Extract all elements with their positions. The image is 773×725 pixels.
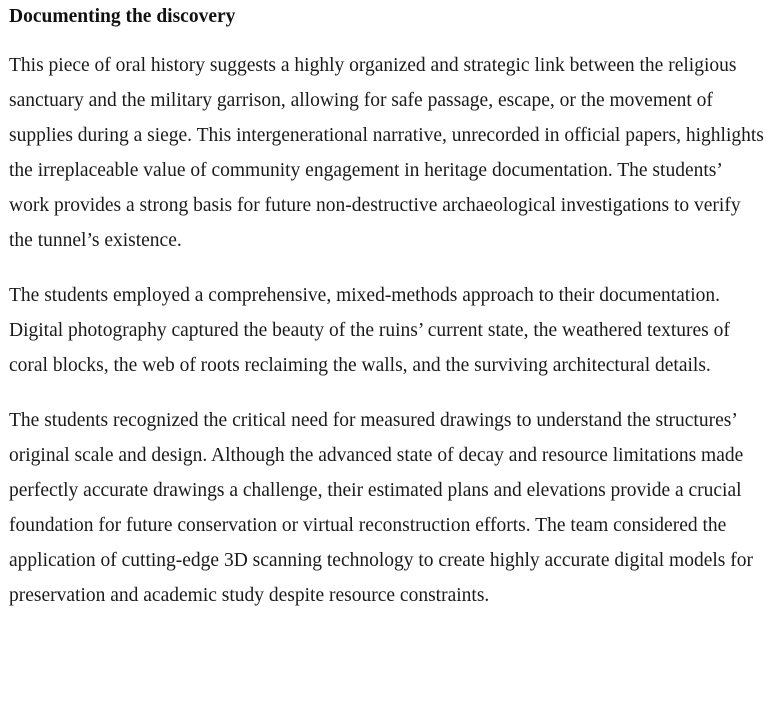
section-heading: Documenting the discovery <box>9 6 236 27</box>
paragraph-oral-history: This piece of oral history suggests a highly organized and strategic link between the religious sanctuary and the military garrison, allowing for safe passage, escape, or the movement of supplies during a siege. This intergenerational narrative, unrecorded in official papers, highlights the irreplaceable value of community engagement in heritage documentation. The students’ work provides a strong basis for future non-destructive archaeological investigations to verify the tunnel’s existence. <box>9 55 764 251</box>
paragraph-methods: The students employed a comprehensive, mixed-methods approach to their documentation. Digital photography captured the beauty of the ruins’ current state, the weathered textures of coral blocks, the web of roots reclaiming the walls, and the surviving architectural details. <box>9 285 730 376</box>
paragraph-measured-drawings: The students recognized the critical need for measured drawings to understand the structures’ original scale and design. Although the advanced state of decay and resource limitations made perfectly accurate drawings a challenge, their estimated plans and elevations provide a crucial foundation for future conservation or virtual reconstruction efforts. The team considered the application of cutting-edge 3D scanning technology to create highly accurate digital models for preservation and academic study despite resource constraints. <box>9 410 753 606</box>
